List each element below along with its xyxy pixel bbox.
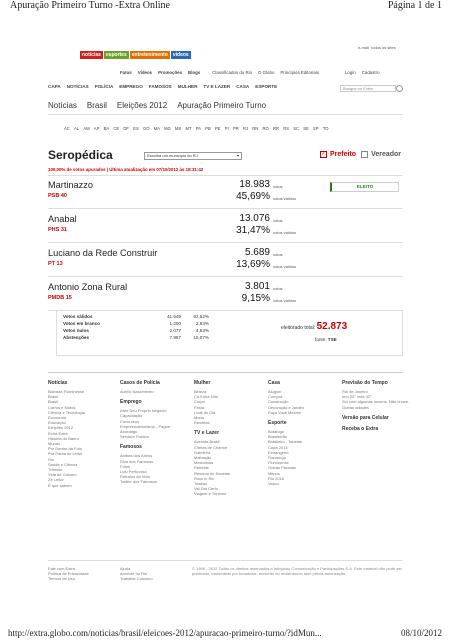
votes-unit: votos [273, 184, 283, 189]
state-ac[interactable]: AC [64, 126, 70, 131]
candidate-votes: 5.689 [244, 247, 270, 258]
candidate-percent: 9,15% [241, 293, 270, 304]
footer-link[interactable]: Avenida Brasil [194, 439, 220, 445]
footer-link[interactable]: Abordagu [120, 429, 138, 435]
footer-link[interactable]: Viagem e Turismo [194, 491, 227, 497]
footer-link[interactable]: Sol com algumas nuvens. Não chove. [342, 399, 410, 405]
candidate-party: PSB 40 [48, 193, 67, 199]
footer-divider [48, 372, 403, 373]
state-se[interactable]: SE [303, 126, 309, 131]
source-value: TSE [327, 337, 337, 342]
state-ce[interactable]: CE [113, 126, 120, 131]
top-link-fatos[interactable]: Fatos [120, 70, 132, 75]
footer-link[interactable]: Mitnos [268, 470, 280, 476]
footer-link[interactable]: Lulu Pertuosso [120, 469, 147, 475]
state-es[interactable]: ES [133, 126, 139, 131]
progress-text: 100,00% de votos apurados | Última atualização em 07/10/2012 às 18:31:42 [48, 167, 204, 172]
candidate-percent: 31,47% [236, 225, 270, 236]
footer-link[interactable]: Vida de Calouro [48, 472, 77, 478]
stat-count: 2.077 [169, 328, 181, 333]
footer-link[interactable]: Teatrax [194, 481, 208, 487]
footer-column [120, 380, 180, 485]
candidate-divider [48, 276, 403, 277]
footer-heading: Mulher [194, 380, 211, 386]
footer-link[interactable]: Moda [194, 415, 205, 421]
footer-link[interactable]: Pra Pauta do Leitor [48, 451, 83, 457]
footer-link[interactable]: Cheias de Charme [194, 444, 228, 450]
footer-link[interactable]: Mundo [48, 441, 61, 447]
footer-link[interactable]: Construção [268, 399, 289, 405]
all-sites-link[interactable]: todos os sites [371, 45, 396, 50]
nav-famosos[interactable]: FAMOSOS [148, 84, 172, 89]
main-nav [48, 84, 277, 89]
footer-link[interactable]: Val Dar Certo [194, 486, 218, 492]
nav-capa[interactable]: CAPA [48, 84, 61, 89]
footer-heading: Esporte [268, 420, 287, 427]
footer-link[interactable]: Capacitação [120, 413, 143, 419]
candidate-divider [48, 242, 403, 243]
candidate-party: PHS 31 [48, 227, 67, 233]
candidate-name: Martinazzo [48, 180, 93, 190]
nav-emprego[interactable]: EMPREGO [119, 84, 143, 89]
logo-tab-entretenimento[interactable]: entretenimento [131, 52, 168, 58]
valid-votes-unit: votos válidos [273, 298, 297, 303]
footer-link[interactable]: Twitter dos Famosos [120, 479, 157, 485]
vereador-checkbox[interactable] [361, 151, 368, 158]
chevron-down-icon: ▾ [236, 153, 239, 158]
state-selector [64, 126, 329, 131]
search-input[interactable]: Busque no Extra [340, 85, 396, 92]
city-select[interactable] [144, 152, 242, 160]
vereador-label[interactable]: Vereador [371, 151, 402, 158]
nav-esporte[interactable]: ESPORTE [255, 84, 278, 89]
footer-heading: Famosos [120, 444, 142, 451]
state-al[interactable]: AL [74, 126, 80, 131]
footer-link[interactable]: Aurílio Nascimento [120, 389, 154, 394]
footer-link[interactable]: Flamengo [268, 455, 286, 461]
footer-link[interactable]: Ciência e Tecnologia [48, 409, 85, 415]
stat-label: Votos nulos [63, 328, 89, 333]
stat-count: 7.967 [169, 335, 181, 340]
footer-link[interactable]: Zé Leitor [48, 477, 64, 483]
footer-heading: Casos de Polícia [120, 380, 160, 386]
footer-link[interactable]: Extra Extra [48, 430, 68, 436]
state-ms[interactable]: MS [175, 126, 182, 131]
stat-percent: 15,07% [193, 335, 209, 340]
state-to[interactable]: TO [322, 126, 329, 131]
login-link[interactable]: Login [344, 70, 356, 75]
candidate-name: Luciano da Rede Construir [48, 248, 158, 258]
print-url: http://extra.globo.com/noticias/brasil/eleicoes-2012/apuracao-primeiro-turno/?idMun... [8, 628, 322, 638]
state-pa[interactable]: PA [195, 126, 202, 131]
breadcrumb-divider [48, 114, 403, 115]
state-mg[interactable]: MG [164, 126, 171, 131]
elected-badge [330, 182, 399, 192]
stat-percent: 2,63% [195, 321, 209, 326]
search-icon[interactable] [396, 85, 403, 92]
footer-link[interactable]: Malhação [194, 455, 212, 461]
footer-link[interactable]: Trânsito [48, 467, 63, 473]
stat-count: 1.200 [169, 321, 181, 326]
footer-link[interactable]: Servidor Público [120, 434, 150, 440]
stats-box [56, 310, 403, 356]
copyright: © 1996 - 2012 Todos os direitos reservados a Infoglobo Comunicação e Participações S.A. Este material não pode ser publicado, transmitido por broadcast, reescrito ou redistribuído sem prévia autorização. [192, 566, 402, 576]
top-right-links [358, 45, 396, 50]
state-ma[interactable]: MA [153, 126, 160, 131]
city-name: Seropédica [48, 148, 113, 162]
print-page-number: Página 1 de 1 [387, 0, 442, 11]
candidate-party: PT 13 [48, 261, 63, 267]
valid-votes-unit: votos válidos [273, 230, 297, 235]
email-link[interactable]: e-mail [358, 45, 369, 50]
top-link-classificados[interactable]: Classificados do Rio [212, 70, 253, 75]
footer-link[interactable]: Rio 2016 [268, 475, 285, 481]
candidate-name: Anabal [48, 214, 77, 224]
breadcrumb-apuracao[interactable]: Apuração Primeiro Turno [177, 101, 267, 110]
state-ro[interactable]: RO [262, 126, 269, 131]
bottom-link[interactable]: Fale com Extra [48, 566, 75, 571]
footer-link[interactable]: Brasil [48, 399, 59, 405]
bottom-link[interactable]: Trabalhe Conosco [120, 576, 153, 581]
votes-unit: votos [273, 218, 283, 223]
source-label: fonte: [315, 337, 327, 342]
electorate-value: 52.873 [316, 321, 348, 332]
nav-noticias[interactable]: NOTÍCIAS [66, 84, 89, 89]
state-pb[interactable]: PB [205, 126, 211, 131]
footer-link[interactable]: Rio [48, 456, 55, 462]
footer-link[interactable]: Retratos da Vida [120, 474, 150, 480]
candidate-percent: 45,69% [236, 191, 270, 202]
nav-mulher[interactable]: MULHER [177, 84, 198, 89]
footer-link[interactable]: Economia [48, 415, 66, 421]
state-df[interactable]: DF [123, 126, 129, 131]
footer-link[interactable]: Vasco [268, 481, 279, 487]
print-date: 08/10/2012 [400, 628, 442, 638]
footer-link[interactable]: Decoração e Jardim [268, 404, 304, 410]
footer-link[interactable]: Botafogo [268, 429, 285, 435]
breadcrumb [48, 101, 266, 110]
print-title: Apuração Primeiro Turno -Extra Online [10, 0, 170, 11]
footer-link[interactable]: Compra [268, 394, 283, 400]
candidate-votes: 13.076 [239, 213, 270, 224]
footer-link[interactable]: Aluguel [268, 389, 282, 394]
footer-link[interactable]: Resumo de Novelas [194, 470, 231, 476]
footer-link[interactable]: Por Dentro da Foto [48, 446, 83, 452]
state-pi[interactable]: PI [224, 126, 229, 131]
cadastro-link[interactable]: Cadastro [361, 70, 380, 75]
candidate-name: Antonio Zona Rural [48, 282, 128, 292]
valid-votes-unit: votos válidos [273, 196, 297, 201]
nav-tv-lazer[interactable]: TV E LAZER [203, 84, 231, 89]
state-sc[interactable]: SC [293, 126, 300, 131]
footer-link[interactable]: Rebelde [194, 465, 209, 471]
footer-link[interactable]: História do Bairro [48, 435, 79, 441]
footer-link[interactable]: Estrangeiro [268, 449, 289, 455]
footer-link[interactable]: Empreendedorismo - Pague [120, 423, 171, 429]
footer-link[interactable]: Rio de Janeiro [342, 389, 368, 394]
bottom-divider [48, 560, 403, 561]
footer-column [268, 380, 328, 486]
footer-heading: Receba o Extra [342, 425, 379, 432]
state-pe[interactable]: PE [215, 126, 221, 131]
candidate-party: PMDB 15 [48, 295, 72, 301]
footer-link[interactable]: Cá Entre Nós [194, 394, 219, 400]
footer-link[interactable]: Galmeira [194, 449, 211, 455]
top-link-videos[interactable]: Vídeos [137, 70, 153, 75]
nav-casa[interactable]: CASA [236, 84, 250, 89]
prefeito-checkbox[interactable]: ✓ [321, 151, 326, 157]
footer-link[interactable]: Copa 2014 [268, 444, 288, 450]
footer-link[interactable]: Eleições 2012 [48, 425, 74, 431]
candidate-percent: 13,69% [236, 259, 270, 270]
logo-tab-noticias[interactable]: notícias [82, 52, 101, 58]
footer-link[interactable]: Outras Paradas [268, 465, 297, 471]
bottom-links-2 [120, 566, 153, 581]
top-link-principios[interactable]: Princípios Editoriais [280, 70, 319, 75]
stat-count: 41.549 [166, 314, 181, 319]
footer-heading: Emprego [120, 399, 142, 406]
footer-heading: Versão para Celular [342, 414, 389, 421]
footer-heading: TV e Lazer [194, 430, 220, 437]
top-link-blogs[interactable]: Blogs [188, 70, 201, 75]
footer-link[interactable]: Brasileirão [268, 434, 287, 440]
city-select-value: Escolha um município do RJ [147, 153, 198, 158]
stat-label: Votos válidos [63, 314, 93, 319]
stat-label: Votos em branco [63, 321, 100, 326]
state-rn[interactable]: RN [252, 126, 259, 131]
valid-votes-unit: votos válidos [273, 264, 297, 269]
bottom-link[interactable]: Anuncie no Rio [120, 571, 148, 576]
state-rs[interactable]: RS [283, 126, 290, 131]
votes-unit: votos [273, 286, 283, 291]
candidate-divider [48, 208, 403, 209]
footer-link[interactable]: É que sabem [48, 482, 72, 488]
logo-tab-esportes[interactable]: esportes [105, 52, 127, 58]
footer-link[interactable]: Diva dos Famosos [120, 458, 154, 464]
footer-link[interactable]: Outras cidades [342, 404, 369, 410]
stat-row [63, 334, 209, 341]
state-rr[interactable]: RR [272, 126, 280, 131]
state-am[interactable]: AM [83, 126, 90, 131]
footer-link[interactable]: Carros e Motos [48, 404, 76, 410]
footer-link[interactable]: Rock in Rio [194, 475, 215, 481]
footer-link[interactable]: mín 20° máx 32° [342, 394, 372, 400]
footer-column [48, 380, 108, 488]
electorate-label: eleitorado total: [281, 325, 316, 331]
bottom-links-1 [48, 566, 89, 581]
top-link-oglobo[interactable]: O Globo [258, 70, 275, 75]
stat-row [63, 313, 209, 320]
footer-link[interactable]: Fluminense [268, 460, 289, 466]
footer-link[interactable]: Receitas [194, 420, 210, 426]
footer-link[interactable]: Educação [48, 420, 66, 426]
office-toggle [320, 151, 401, 158]
candidate-votes: 3.801 [244, 281, 270, 292]
source [315, 337, 337, 342]
state-pr[interactable]: PR [232, 126, 239, 131]
state-go[interactable]: GO [142, 126, 150, 131]
header-divider [48, 175, 403, 176]
breadcrumb-noticias[interactable]: Notícias [48, 101, 77, 110]
stat-label: Abstenções [63, 335, 90, 340]
footer-link[interactable]: Brasileiro - Tabelas [268, 439, 302, 445]
state-ba[interactable]: BA [103, 126, 110, 131]
stat-percent: 4,63% [195, 328, 209, 333]
footer-link[interactable]: Concursos [120, 418, 140, 424]
state-mt[interactable]: MT [185, 126, 192, 131]
top-links [120, 70, 380, 75]
bottom-link[interactable]: Termos de Uso [48, 576, 75, 581]
bottom-link[interactable]: Política de Privacidade [48, 571, 89, 576]
footer-link[interactable]: Fotos [120, 463, 131, 469]
bottom-link[interactable]: Ajuda [120, 566, 131, 571]
footer-column [194, 380, 254, 497]
stat-row [63, 327, 209, 334]
footer-link[interactable]: Anitras dos Astros [120, 453, 153, 459]
elected-label: ELEITO [356, 184, 374, 189]
state-rj[interactable]: RJ [242, 126, 249, 131]
footer-column [342, 380, 410, 435]
nav-policia[interactable]: POLÍCIA [94, 84, 114, 89]
top-link-promocoes[interactable]: Promoções [158, 70, 183, 75]
footer-link[interactable]: Faça Você Mesmo [268, 409, 302, 415]
footer-link[interactable]: Brasil [48, 394, 59, 400]
footer-link[interactable]: Baixada Fluminense [48, 389, 85, 394]
footer-link[interactable]: Mexicanas [194, 460, 214, 466]
state-ap[interactable]: AP [93, 126, 100, 131]
breadcrumb-brasil[interactable]: Brasil [86, 101, 107, 110]
footer-link[interactable]: Saúde e Ciência [48, 461, 78, 467]
footer-link[interactable]: Look do Dia [194, 409, 216, 415]
state-sp[interactable]: SP [313, 126, 319, 131]
logo-tab-videos[interactable]: vídeos [172, 52, 189, 58]
stat-row [63, 320, 209, 327]
candidate-votes: 18.983 [239, 179, 270, 190]
footer-link[interactable]: Beleza [194, 389, 207, 394]
votes-unit: votos [273, 252, 283, 257]
footer-heading: Notícias [48, 380, 68, 386]
breadcrumb-eleicoes[interactable]: Eleições 2012 [116, 101, 168, 110]
footer-link[interactable]: Corpo [194, 399, 205, 405]
stat-percent: 92,52% [193, 314, 209, 319]
prefeito-label[interactable]: Prefeito [330, 151, 357, 158]
footer-link[interactable]: Abre Seu Próprio Negócio [120, 408, 167, 414]
footer-heading: Casa [268, 380, 280, 386]
footer-heading: Previsão do Tempo [342, 380, 388, 386]
footer-link[interactable]: Festa [194, 404, 205, 410]
electorate-total [281, 321, 347, 332]
site-logo-tabs [80, 43, 192, 61]
